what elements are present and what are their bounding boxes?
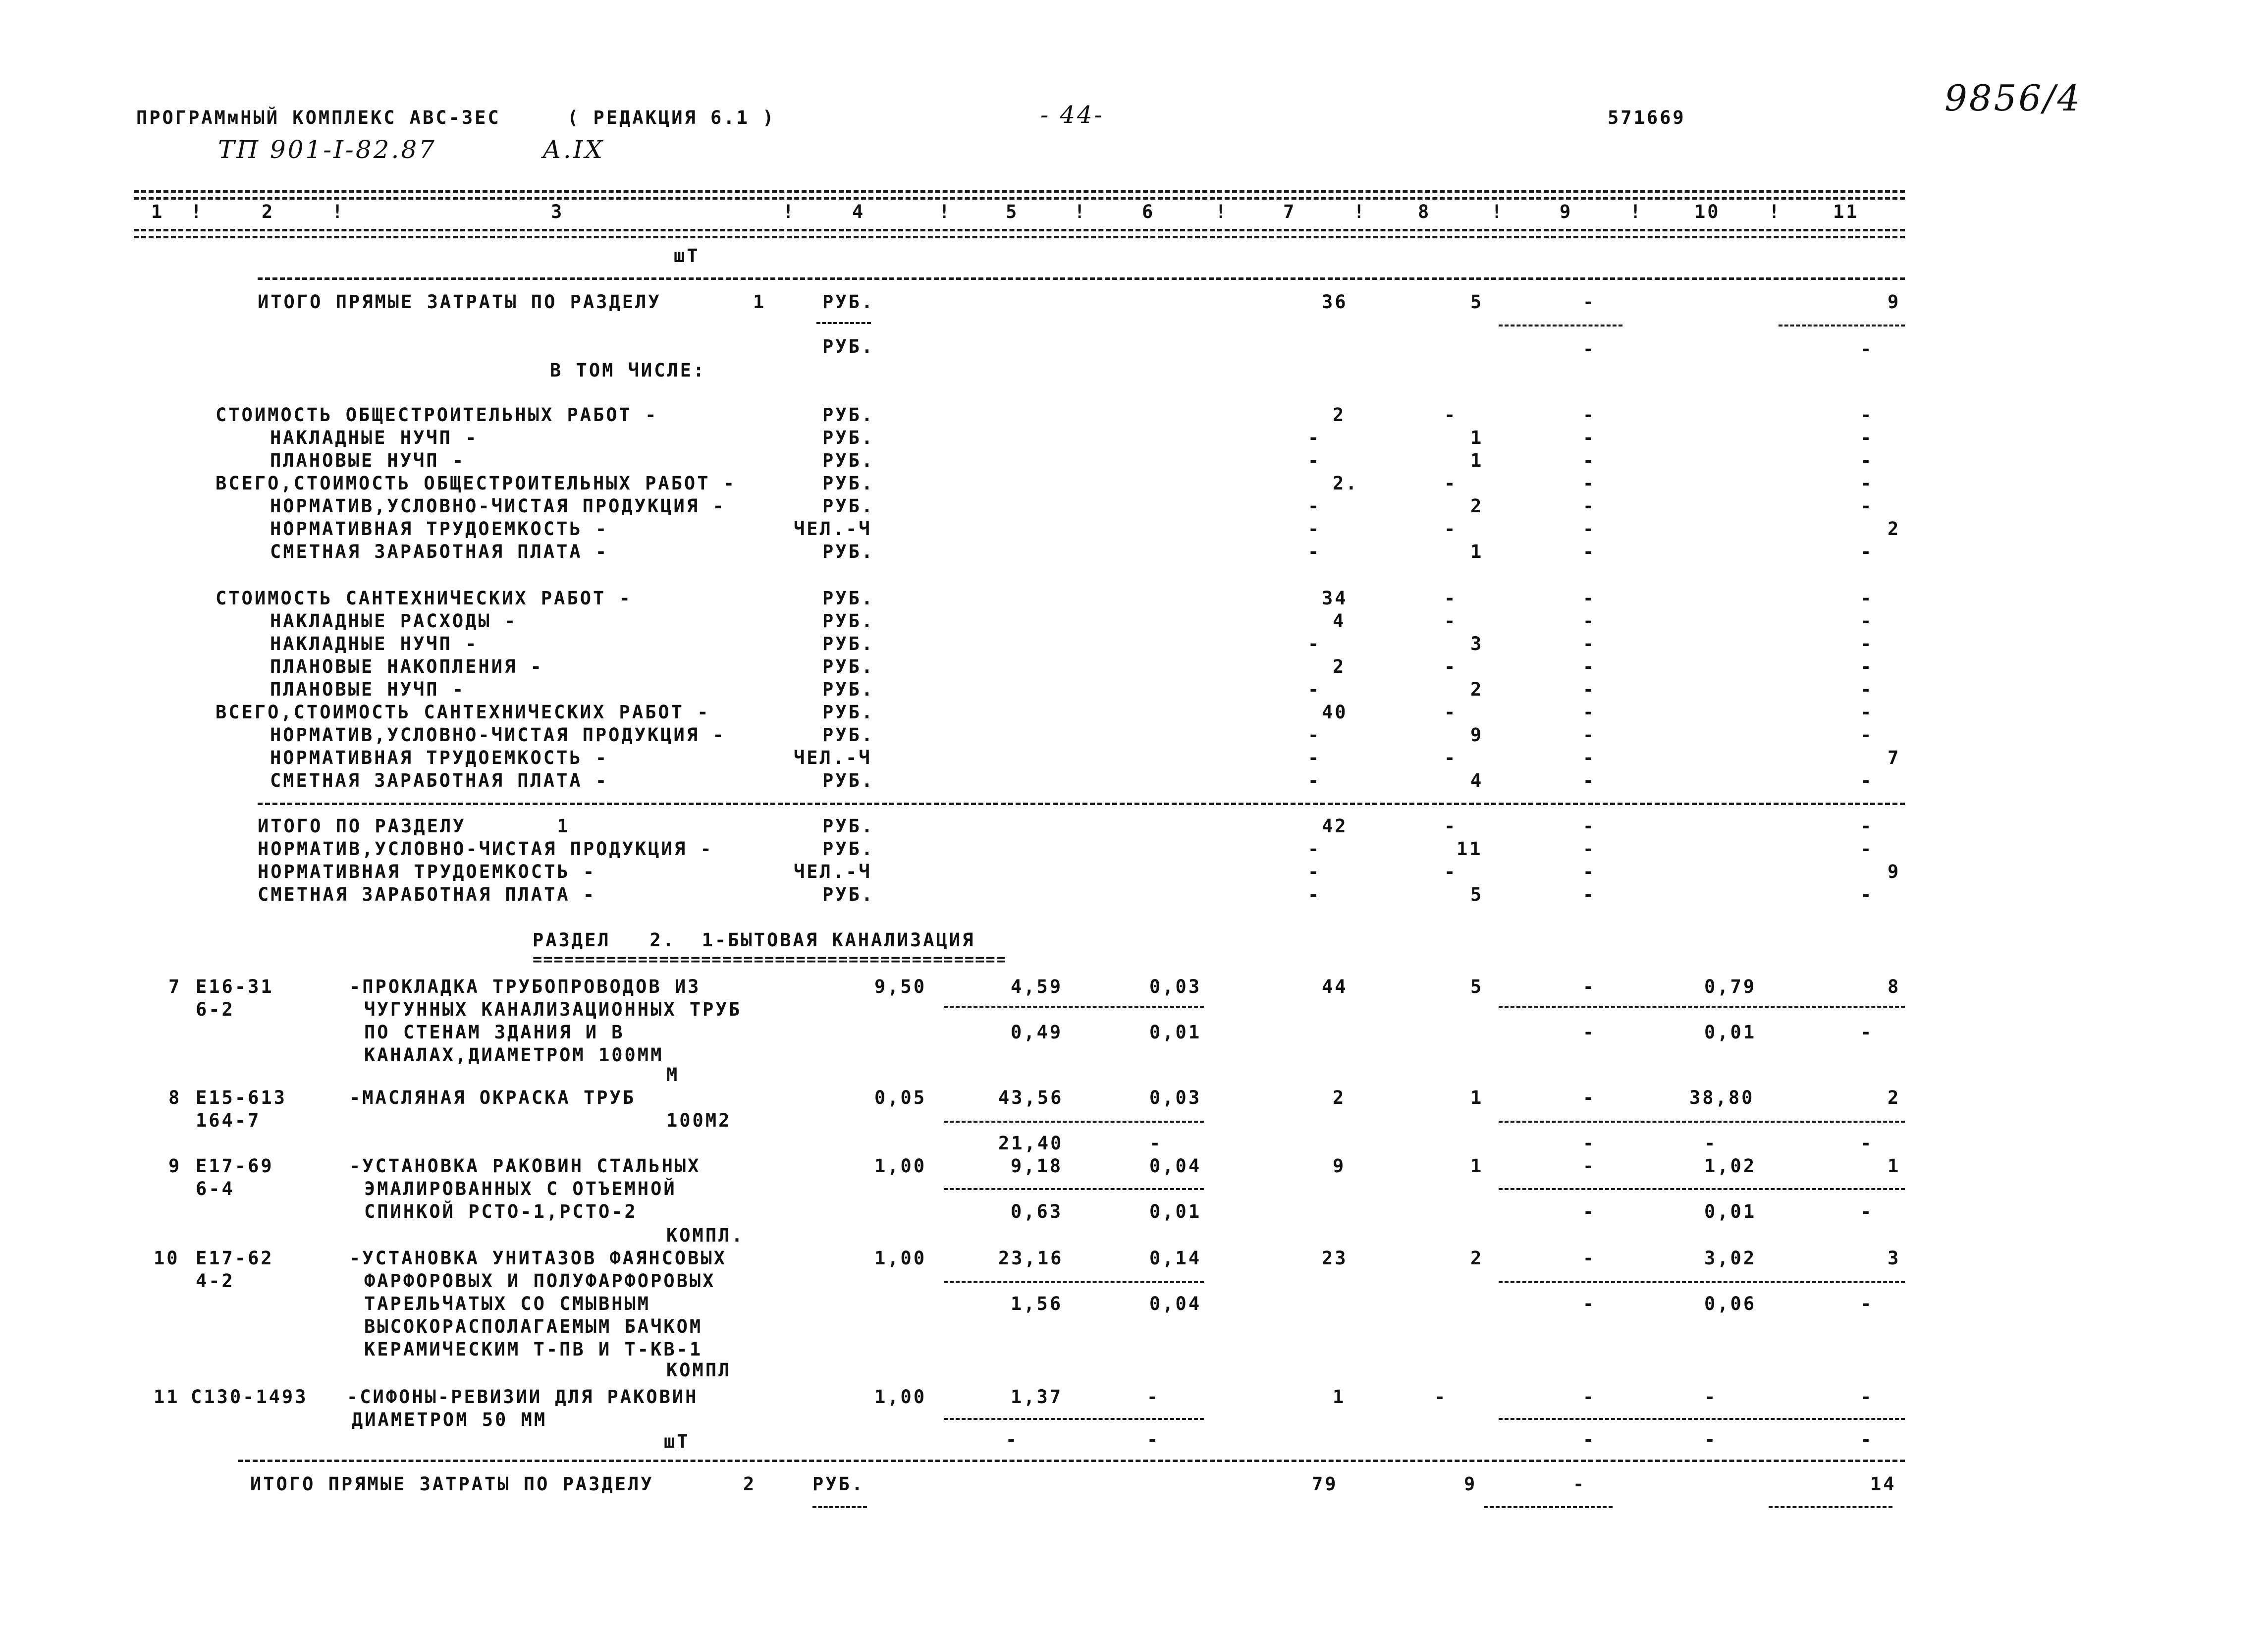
- section2-total-number: 2: [743, 1473, 756, 1495]
- section1-total-c11: 9: [1888, 291, 1901, 313]
- col-10: 10: [1694, 201, 1721, 222]
- section2-total-unit: РУБ.: [812, 1473, 865, 1495]
- project-number: ТП 901-I-82.87: [218, 135, 436, 164]
- section1-total-unit2: РУБ.: [822, 336, 875, 357]
- section2-underline: =============================================: [533, 950, 1007, 969]
- top-unit: шТ: [674, 245, 700, 267]
- section2-title: РАЗДЕЛ 2. 1-БЫТОВАЯ КАНАЛИЗАЦИЯ: [533, 929, 975, 951]
- col-1: 1: [151, 201, 164, 222]
- section2-total-rule: [238, 1460, 1905, 1462]
- header-rule-bottom2: [134, 236, 1905, 238]
- including-heading: В ТОМ ЧИСЛЕ:: [550, 360, 706, 381]
- section1-total-c9: -: [1583, 291, 1596, 313]
- col-5: 5: [1006, 201, 1019, 222]
- header-rule-bottom: [134, 229, 1905, 231]
- archive-number: 9856/4: [1944, 77, 2082, 119]
- section1-total-c11b: -: [1860, 338, 1874, 360]
- col-2: 2: [262, 201, 275, 222]
- col-11: 11: [1833, 201, 1859, 222]
- section2-total-label: ИТОГО ПРЯМЫЕ ЗАТРАТЫ ПО РАЗДЕЛУ: [250, 1473, 654, 1495]
- section1-total-c8: 5: [1470, 291, 1484, 313]
- header-rule-top2: [134, 197, 1905, 200]
- section2-total-c9: -: [1573, 1473, 1586, 1495]
- section2-total-c11: 14: [1870, 1473, 1896, 1495]
- album-number: А.IX: [542, 135, 605, 164]
- page-number: - 44-: [1040, 101, 1104, 129]
- section1-total-unit: РУБ.: [822, 291, 875, 313]
- edition: ( РЕДАКЦИЯ 6.1 ): [567, 107, 776, 128]
- col-3: 3: [551, 201, 564, 222]
- col-8: 8: [1418, 201, 1431, 222]
- section1-total-number: 1: [753, 291, 766, 313]
- col-7: 7: [1283, 201, 1296, 222]
- section1-total-c9b: -: [1583, 338, 1596, 360]
- section1-total-label: ИТОГО ПРЯМЫЕ ЗАТРАТЫ ПО РАЗДЕЛУ: [258, 291, 661, 313]
- col-6: 6: [1142, 201, 1155, 222]
- section1-total-rule: [258, 277, 1905, 280]
- header-rule-top: [134, 190, 1905, 193]
- document-code: 571669: [1608, 107, 1686, 128]
- col-4: 4: [852, 201, 865, 222]
- section2-total-c7: 79: [1312, 1473, 1338, 1495]
- section1-summary-rule: [258, 803, 1905, 805]
- section2-total-c8: 9: [1464, 1473, 1477, 1495]
- section1-total-c7: 36: [1322, 291, 1348, 313]
- col-9: 9: [1560, 201, 1573, 222]
- program-name: ПРОГРАМмНЫЙ КОМПЛЕКС АВС-3ЕС: [136, 107, 501, 128]
